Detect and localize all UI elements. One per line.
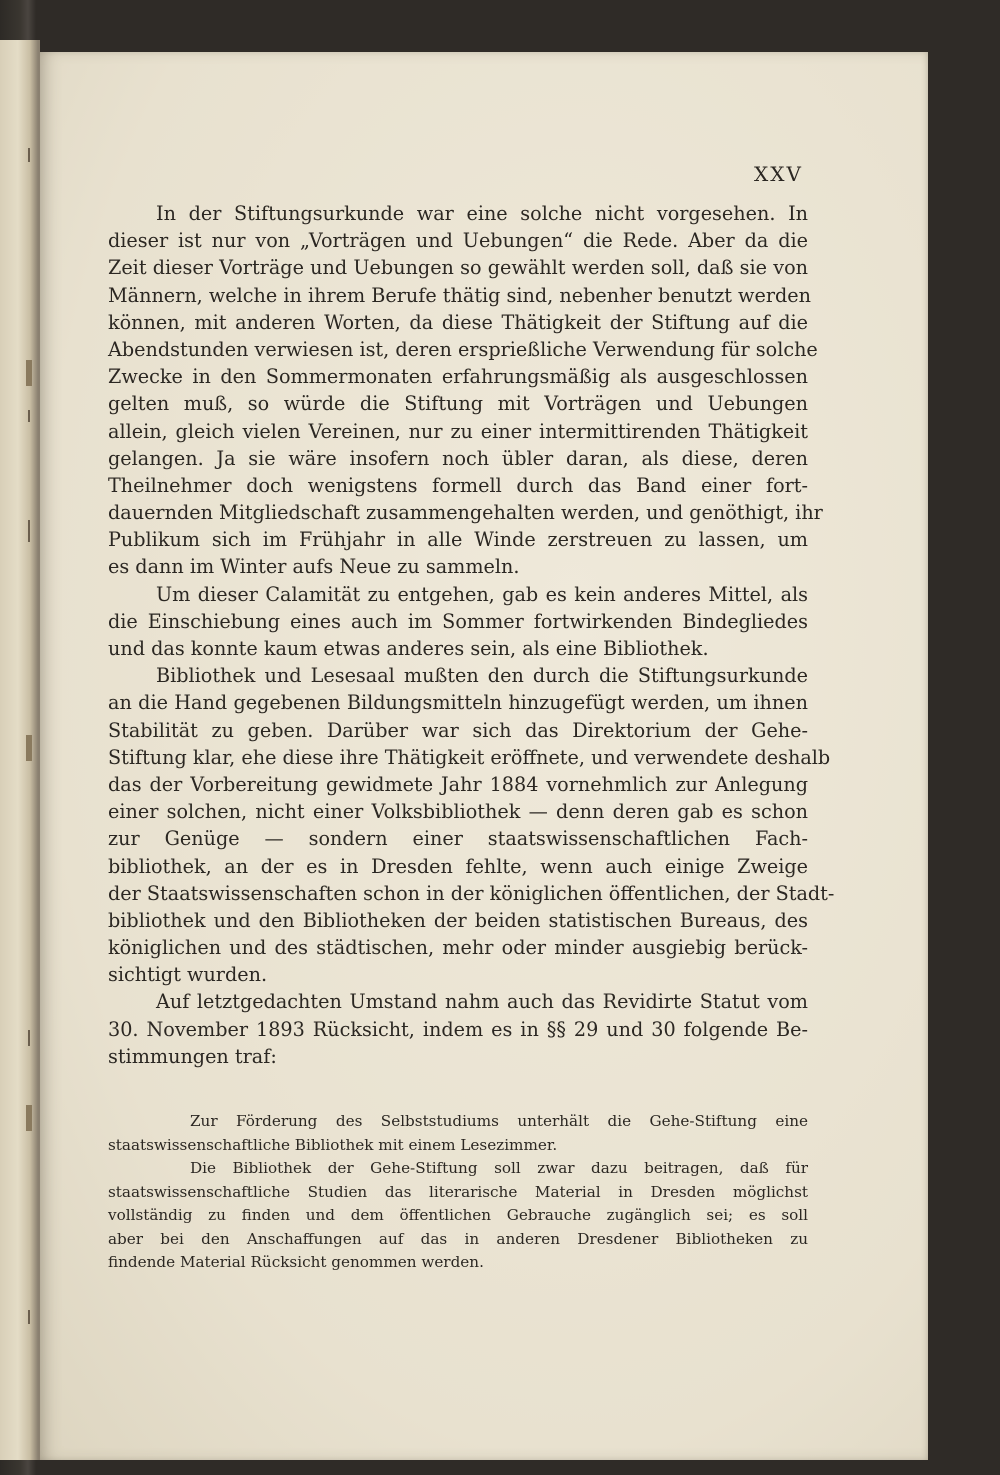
paragraph-2 <box>108 581 808 663</box>
quote-paragraph-2 <box>108 1157 808 1275</box>
text-line: In der Stiftungsurkunde war eine solche nicht vorgesehen. In <box>156 202 808 225</box>
text-line: bibliothek, an der es in Dresden fehlte, wenn auch einige Zweige <box>108 854 808 878</box>
text-line: können, mit anderen Worten, da diese Thätigkeit der Stiftung auf die <box>108 310 808 334</box>
text-line: und das konnte kaum etwas anderes sein, als eine Bibliothek. <box>108 637 709 660</box>
text-line: königlichen und des städtischen, mehr oder minder ausgiebig berück- <box>108 936 808 960</box>
text-line: dauernden Mitgliedschaft zusammengehalten werden, und genöthigt, ihr <box>108 501 823 525</box>
text-line: gelangen. Ja sie wäre insofern noch übler daran, als diese, deren <box>108 446 808 470</box>
text-line: Bibliothek und Lesesaal mußten den durch die Stiftungsurkunde <box>156 664 808 688</box>
text-line: stimmungen traf: <box>108 1044 277 1068</box>
text-line: der Staatswissenschaften schon in der königlichen öffentlichen, der Stadt- <box>108 881 835 905</box>
paragraph-1 <box>108 200 823 581</box>
text-line: das der Vorbereitung gewidmete Jahr 1884 vornehmlich zur Anlegung <box>108 772 808 796</box>
page-number: XXV <box>754 162 803 186</box>
statute-quote <box>108 1110 808 1275</box>
quote-line: staatswissenschaftliche Studien das literarische Material in Dresden möglichst <box>108 1182 808 1201</box>
text-line: Zwecke in den Sommermonaten erfahrungsmäßig als ausgeschlossen <box>108 365 808 389</box>
quote-line: findende Material Rücksicht genommen werden. <box>108 1253 484 1271</box>
text-line: Stiftung klar, ehe diese ihre Thätigkeit eröffnete, und verwendete deshalb <box>108 745 831 769</box>
text-line: Abendstunden verwiesen ist, deren ersprießliche Verwendung für solche <box>108 337 818 361</box>
paragraph-4 <box>108 988 808 1070</box>
text-line: Publikum sich im Frühjahr in alle Winde zerstreuen zu lassen, um <box>108 528 808 552</box>
text-line: Auf letztgedachten Umstand nahm auch das Revidirte Statut vom <box>156 990 808 1014</box>
quote-line: aber bei den Anschaffungen auf das in anderen Dresdener Bibliotheken zu <box>108 1229 808 1248</box>
text-line: 30. November 1893 Rücksicht, indem es in §§ 29 und 30 folgende Be- <box>108 1017 808 1041</box>
text-line: einer solchen, nicht einer Volksbibliothek — denn deren gab es schon <box>108 800 808 824</box>
paragraph-3 <box>108 662 835 988</box>
text-line: Stabilität zu geben. Darüber war sich das Direktorium der Gehe- <box>108 718 808 742</box>
text-line: gelten muß, so würde die Stiftung mit Vorträgen und Uebungen <box>108 392 808 416</box>
text-line: Theilnehmer doch wenigstens formell durch das Band einer fort- <box>108 473 808 497</box>
quote-line: staatswissenschaftliche Bibliothek mit einem Lesezimmer. <box>108 1135 558 1154</box>
text-line: sichtigt wurden. <box>108 963 268 987</box>
quote-paragraph-1 <box>108 1110 808 1157</box>
quote-line: Zur Förderung des Selbststudiums unterhält die Gehe-Stiftung eine <box>190 1112 808 1130</box>
text-line: die Einschiebung eines auch im Sommer fortwirkenden Bindegliedes <box>108 609 808 633</box>
text-line: allein, gleich vielen Vereinen, nur zu einer intermittirenden Thätigkeit <box>108 419 808 443</box>
text-line: Zeit dieser Vorträge und Uebungen so gewählt werden soll, daß sie von <box>108 256 808 280</box>
quote-line: Die Bibliothek der Gehe-Stiftung soll zwar dazu beitragen, daß für <box>190 1159 808 1177</box>
body-text <box>108 200 835 1070</box>
text-line: an die Hand gegebenen Bildungsmitteln hinzugefügt werden, um ihnen <box>108 691 808 715</box>
text-line: bibliothek und den Bibliotheken der beiden statistischen Bureaus, des <box>108 908 808 932</box>
text-line: dieser ist nur von „Vorträgen und Uebungen“ die Rede. Aber da die <box>108 229 808 253</box>
binding-marks <box>22 0 36 1475</box>
text-line: Männern, welche in ihrem Berufe thätig sind, nebenher benutzt werden <box>108 283 811 307</box>
quote-line: vollständig zu finden und dem öffentlichen Gebrauche zugänglich sei; es soll <box>108 1206 808 1224</box>
text-line: zur Genüge — sondern einer staatswissenschaftlichen Fach- <box>108 827 808 851</box>
text-line: es dann im Winter aufs Neue zu sammeln. <box>108 555 520 579</box>
text-line: Um dieser Calamität zu entgehen, gab es kein anderes Mittel, als <box>156 582 808 606</box>
